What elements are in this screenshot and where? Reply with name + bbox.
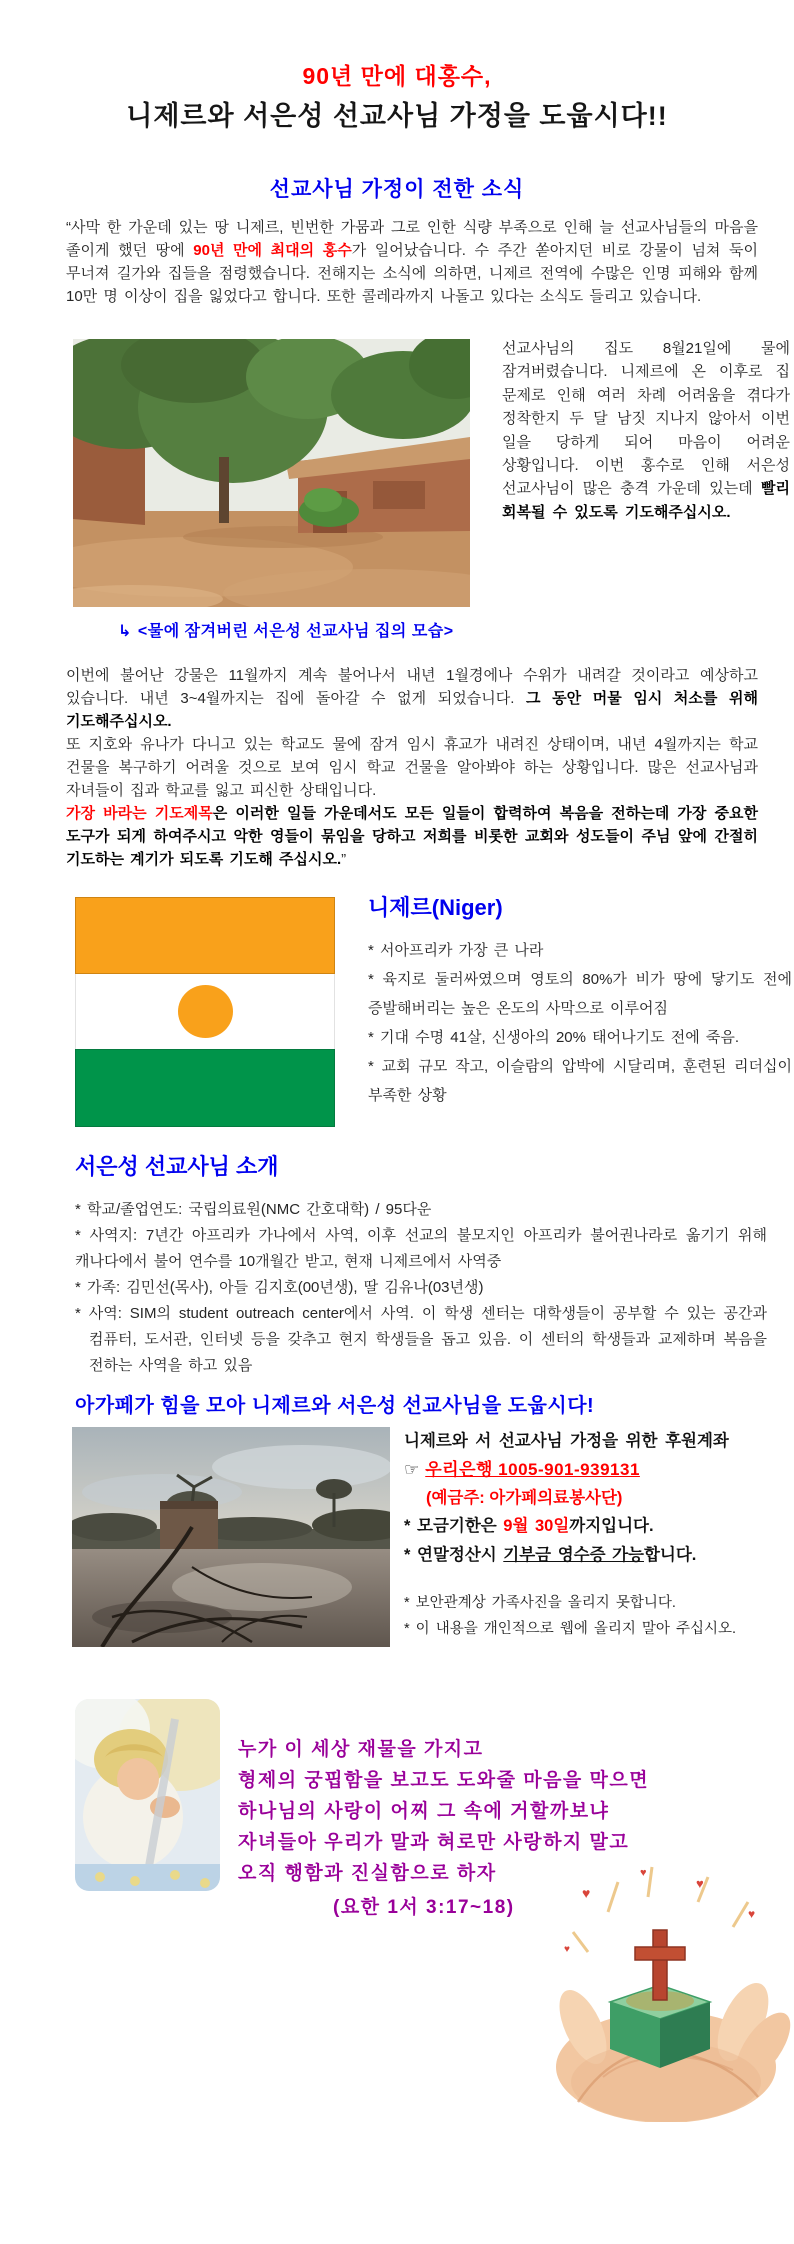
praying-child-photo	[75, 1699, 220, 1891]
flag-orange-circle	[178, 985, 233, 1038]
flooded-house-photo	[73, 339, 470, 607]
donation-notes	[404, 1590, 792, 1642]
intro-bullet-1: * 학교/졸업연도: 국립의료원(NMC 간호대학) / 95다운	[75, 1201, 432, 1218]
news-side-text: 선교사님의 집도 8월21일에 물에 잠겨버렸습니다. 니제르에 온 이후로 집 문제로 인해 여러 차례 어려움을 겪다가 정착한지 두 달 남짓 지나지 않아서 이번 일을 당하게 되어 마음이 어려운 상황입니다. 이번 홍수로 인해 서은성 선교사님이 많은 충격 가운데 있는데 빨리 회복될 수 있도록 기도해주십시오.	[502, 340, 790, 521]
donation-title: 니제르와 서 선교사님 가정을 위한 후원계좌	[404, 1432, 729, 1450]
niger-bullet-1: * 서아프리카 가장 큰 나라	[368, 942, 544, 959]
intro-bullet-3: * 가족: 김민선(목사), 아들 김지호(00년생), 딸 김유나(03년생)	[75, 1279, 484, 1296]
verse-line-3: 하나님의 사랑이 어찌 그 속에 거할까보냐	[238, 1801, 610, 1822]
intro-bullet-2: * 사역지: 7년간 아프리카 가나에서 사역, 이후 선교의 불모지인 아프리카 불어권나라로 옮기기 위해 캐나다에서 불어 연수를 10개월간 받고, 현재 니제르에서 사역중	[75, 1227, 767, 1270]
flooded-landscape-photo	[72, 1427, 390, 1647]
photo-caption	[118, 618, 454, 641]
news-section-heading: 선교사님 가정이 전한 소식	[269, 178, 525, 201]
privacy-note: * 이 내용을 개인적으로 웹에 올리지 말아 주십시오.	[404, 1621, 737, 1637]
hands-gift-illustration	[548, 1852, 792, 2122]
verse-reference: (요한 1서 3:17~18)	[333, 1897, 515, 1918]
news-paragraph-block	[66, 664, 758, 871]
verse-line-4: 자녀들아 우리가 말과 혀로만 사랑하지 말고	[238, 1832, 630, 1853]
praying-child-illustration	[75, 1699, 220, 1891]
svg-text:♥: ♥	[564, 1944, 570, 1955]
svg-text:♥: ♥	[748, 1907, 756, 1921]
flag-orange-stripe	[75, 897, 335, 974]
bank-account-number: 우리은행 1005-901-939131	[425, 1460, 640, 1479]
niger-bullet-4: * 교회 규모 작고, 이슬람의 압박에 시달리며, 훈련된 리더십이 부족한 상황	[368, 1058, 792, 1104]
donation-account-line	[404, 1455, 792, 1484]
niger-info-section	[368, 891, 792, 1110]
agape-call-heading: 아가페가 힘을 모아 니제르와 서은성 선교사님을 도웁시다!	[75, 1395, 595, 1417]
flag-white-stripe	[75, 974, 335, 1049]
main-title-line1: 90년 만에 대홍수,	[302, 63, 492, 89]
corner-arrow-icon: ↳	[118, 623, 132, 640]
niger-bullet-2: * 육지로 둘러싸였으며 영토의 80%가 비가 땅에 닿기도 전에 증발해버리는 높은 온도의 사막으로 이루어짐	[368, 971, 792, 1017]
main-title-line2: 니제르와 서은성 선교사님 가정을 도웁시다!!	[126, 101, 668, 131]
photo-caption-text: <물에 잠겨버린 서은성 선교사님 집의 모습>	[137, 623, 454, 640]
security-note: * 보안관계상 가족사진을 올리지 못합니다.	[404, 1595, 676, 1611]
verse-line-2: 형제의 궁핍함을 보고도 도와줄 마음을 막으면	[238, 1770, 650, 1791]
donation-info	[404, 1428, 792, 1642]
deadline-line: * 모금기한은 9월 30일까지입니다.	[404, 1517, 654, 1535]
news-paragraph-4: 가장 바라는 기도제목은 이러한 일들 가운데서도 모든 일들이 합력하여 복음을 전하는데 가장 중요한 도구가 되게 하여주시고 악한 영들이 묶임을 당하고 저희를 비롯한 교회와 성도들이 주님 앞에 간절히 기도하는 계기가 되도록 기도해 주십시오.”	[66, 805, 759, 868]
intro-bullet-4: * 사역: SIM의 student outreach center에서 사역. 이 학생 센터는 대학생들이 공부할 수 있는 공간과 컴퓨터, 도서관, 인터넷 등을 갖추고 현지 학생들을 돕고 있음. 이 센터의 학생들과 교제하며 복음을 전하는 사역을 하고 있음	[75, 1305, 767, 1374]
news-paragraph-3: 또 지호와 유나가 다니고 있는 학교도 물에 잠겨 임시 휴교가 내려진 상태이며, 내년 4월까지는 학교 건물을 복구하기 어려울 것으로 보여 임시 학교 건물을 알아봐야 하는 상황입니다. 많은 선교사님과 자녀들이 집과 학교를 잃고 피신한 상태입니다.	[66, 736, 758, 799]
niger-bullet-3: * 기대 수명 41살, 신생아의 20% 태어나기도 전에 죽음.	[368, 1029, 740, 1046]
svg-text:♥: ♥	[696, 1876, 704, 1891]
svg-text:♥: ♥	[582, 1885, 591, 1901]
receipt-line: * 연말정산시 기부금 영수증 가능합니다.	[404, 1546, 697, 1564]
svg-text:♥: ♥	[640, 1867, 647, 1879]
cross	[635, 1930, 685, 2000]
news-paragraph-2: 이번에 불어난 강물은 11월까지 계속 불어나서 내년 1월경에나 수위가 내려갈 것이라고 예상하고 있습니다. 내년 3~4월까지는 집에 돌아갈 수 없게 되었습니다. 그 동안 머물 임시 처소를 위해 기도해주십시오.	[66, 667, 758, 730]
missionary-intro-section	[75, 1150, 767, 1379]
hands-gift-svg	[548, 1852, 792, 2122]
flooded-house-illustration	[73, 339, 470, 607]
niger-flag	[75, 897, 335, 1127]
niger-heading: 니제르(Niger)	[368, 895, 503, 920]
account-holder: (예금주: 아가페의료봉사단)	[426, 1489, 623, 1507]
verse-line-1: 누가 이 세상 재물을 가지고	[238, 1739, 484, 1760]
news-paragraph-1: “사막 한 가운데 있는 땅 니제르, 빈번한 가뭄과 그로 인한 식량 부족으로 인해 늘 선교사님들의 마음을 졸이게 했던 땅에 90년 만에 최대의 홍수가 일어났습니다. 수 주간 쏟아지던 비로 강물이 넘쳐 둑이 무너져 길가와 집들을 점령했습니다. 전해지는 소식에 의하면, 니제르 전역에 수많은 인명 피해와 함께 10만 명 이상이 집을 잃었다고 합니다. 또한 콜레라까지 나돌고 있다는 소식도 들리고 있습니다.	[66, 219, 759, 305]
flag-green-stripe	[75, 1049, 335, 1127]
verse-line-5: 오직 행함과 진실함으로 하자	[238, 1863, 497, 1884]
pointing-hand-icon: ☞	[404, 1460, 420, 1479]
missionary-intro-heading: 서은성 선교사님 소개	[75, 1154, 279, 1179]
flooded-landscape-illustration	[72, 1427, 390, 1647]
